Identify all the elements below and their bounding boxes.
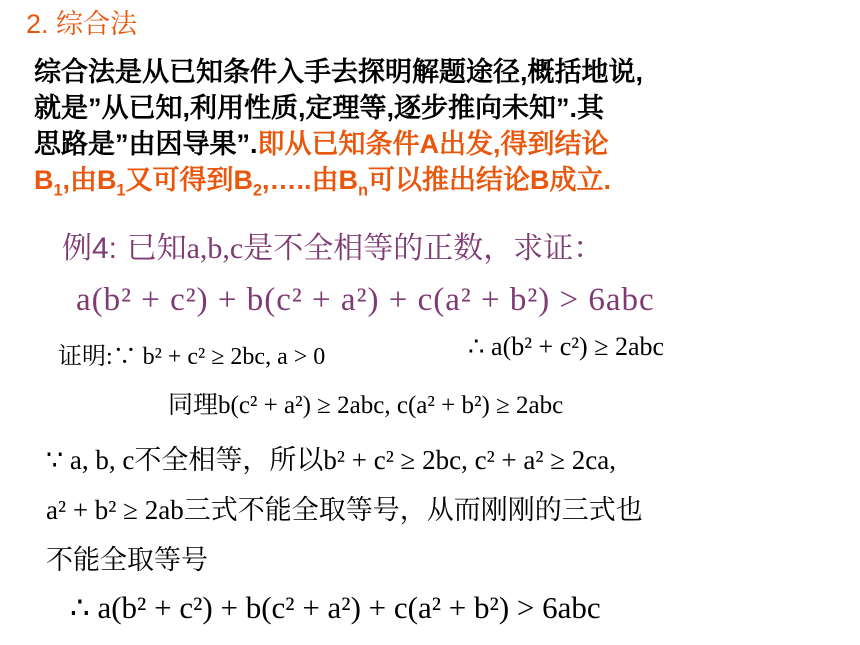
proof-line-1-left: 证明:∵ b² + c² ≥ 2bc, a > 0	[58, 344, 326, 370]
b-symbol: B	[34, 165, 54, 195]
section-title: 2. 综合法	[26, 9, 138, 39]
example-statement	[62, 223, 603, 267]
proof-line-5: 不能全取等号	[46, 545, 208, 575]
subscript-1: 1	[53, 181, 63, 200]
example-text: 已知a,b,c是不全相等的正数，求证：	[126, 232, 604, 265]
intro-text-4: 可以推出结论B成立.	[367, 165, 611, 195]
intro-line-1: 综合法是从已知条件入手去探明解题途径,概括地说,	[34, 57, 644, 87]
subscript-n: n	[358, 181, 368, 200]
main-inequality: a(b² + c²) + b(c² + a²) + c(a² + b²) > 6abc	[76, 282, 655, 318]
proof-line-3: ∵ a, b, c不全相等，所以b² + c² ≥ 2bc, c² + a² ≥ 2ca,	[46, 445, 617, 475]
intro-line-3-black: 思路是”由因导果”.	[34, 129, 258, 159]
intro-text-1: ,由B	[62, 165, 117, 195]
proof-conclusion: ∴ a(b² + c²) + b(c² + a²) + c(a² + b²) > 6abc	[70, 590, 601, 625]
subscript-1b: 1	[116, 181, 126, 200]
proof-line-4: a² + b² ≥ 2ab三式不能全取等号，从而刚刚的三式也	[46, 495, 643, 525]
example-label: 例4:	[62, 232, 118, 265]
intro-line-4	[34, 158, 611, 200]
intro-text-2: 又可得到B	[125, 165, 254, 195]
intro-line-2: 就是”从已知,利用性质,定理等,逐步推向未知”.其	[34, 93, 605, 123]
proof-line-1-right: ∴ a(b² + c²) ≥ 2abc	[468, 332, 665, 361]
subscript-2: 2	[253, 181, 263, 200]
proof-line-2: 同理b(c² + a²) ≥ 2abc, c(a² + b²) ≥ 2abc	[168, 392, 564, 419]
intro-line-3	[34, 122, 609, 161]
intro-line-3-orange: 即从已知条件A出发,得到结论	[257, 129, 609, 159]
intro-text-3: ,…..由B	[262, 165, 359, 195]
